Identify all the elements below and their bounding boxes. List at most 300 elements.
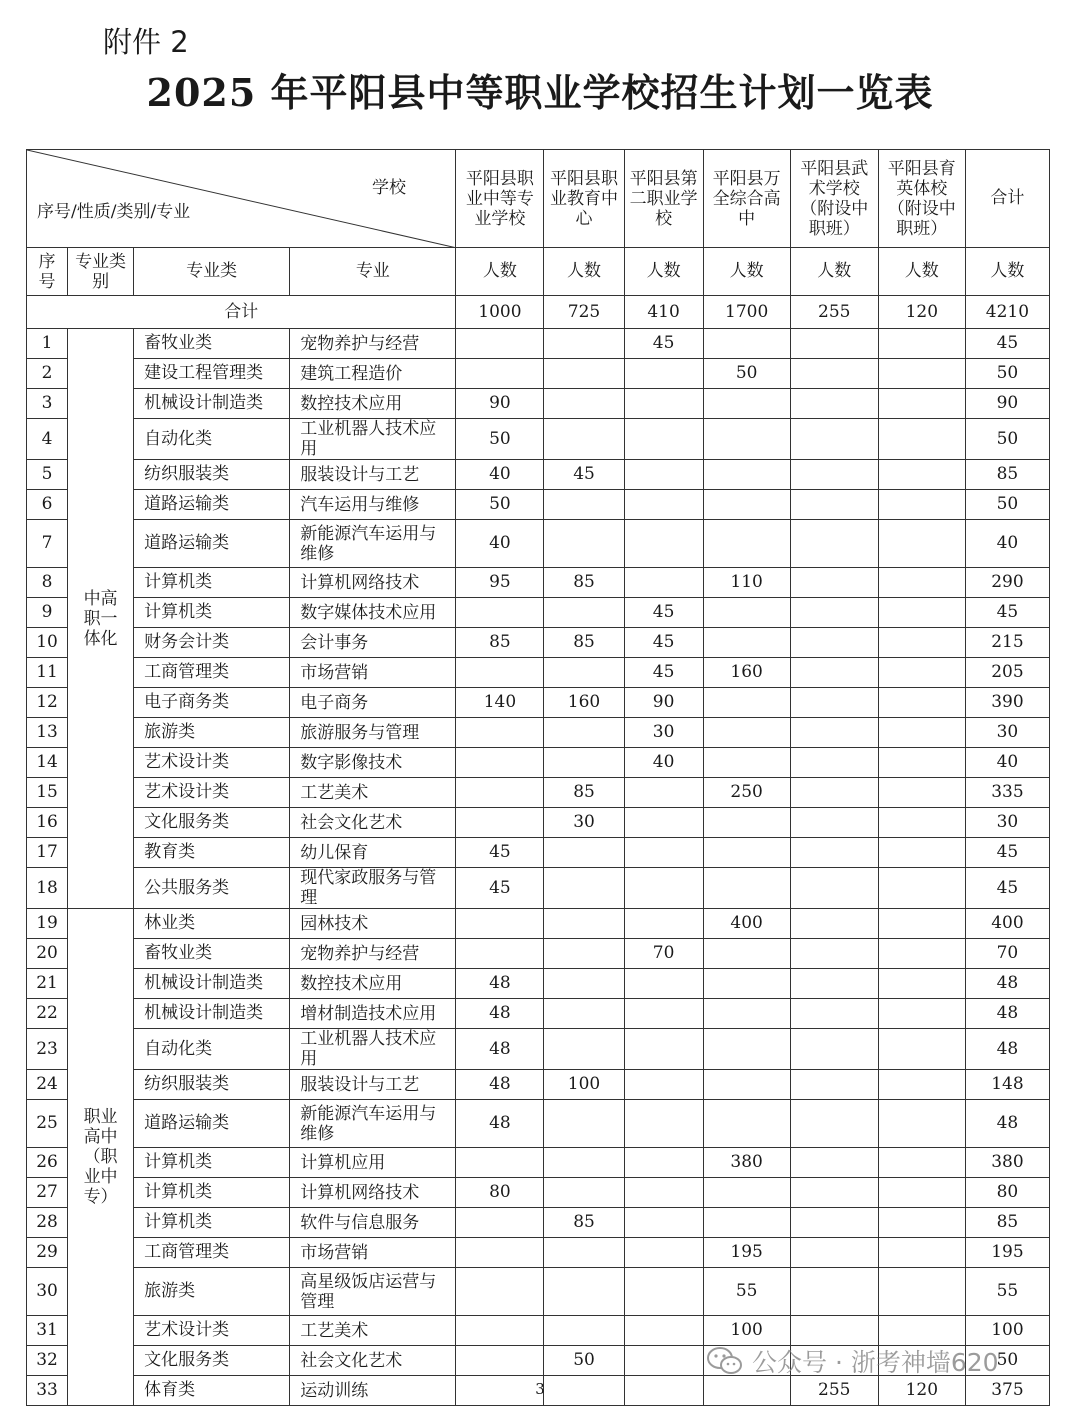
count-cell (544, 999, 624, 1029)
row-number: 32 (27, 1346, 68, 1376)
count-cell: 250 (703, 778, 790, 808)
count-cell (624, 389, 703, 419)
row-number: 33 (27, 1376, 68, 1406)
count-cell (878, 359, 965, 389)
school-header: 平阳县职业中等专业学校 (456, 150, 544, 248)
count-cell (703, 329, 790, 359)
row-number: 11 (27, 658, 68, 688)
major-header: 专业 (290, 248, 456, 296)
count-cell: 48 (456, 999, 544, 1029)
count-cell (703, 598, 790, 628)
major-class-cell: 道路运输类 (134, 490, 290, 520)
count-cell (878, 1178, 965, 1208)
school-header: 平阳县武术学校（附设中职班） (790, 150, 878, 248)
major-class-cell: 艺术设计类 (134, 748, 290, 778)
total-cell: 120 (878, 296, 965, 329)
count-cell (624, 490, 703, 520)
count-cell (878, 520, 965, 568)
major-class-cell: 教育类 (134, 838, 290, 868)
count-cell: 45 (624, 628, 703, 658)
attachment-label: 附件 2 (103, 25, 189, 59)
totals-label: 合计 (27, 296, 456, 329)
header-row-schools (27, 150, 1050, 248)
school-header: 平阳县万全综合高中 (703, 150, 790, 248)
count-cell: 50 (544, 1346, 624, 1376)
count-cell (703, 1178, 790, 1208)
major-class-cell: 旅游类 (134, 718, 290, 748)
watermark (706, 1343, 999, 1379)
row-total-cell: 48 (965, 999, 1049, 1029)
count-cell (703, 748, 790, 778)
major-cell: 新能源汽车运用与维修 (290, 520, 456, 568)
table-row (27, 490, 1050, 520)
count-cell (878, 1070, 965, 1100)
row-total-cell: 50 (965, 419, 1049, 460)
table-row (27, 718, 1050, 748)
count-cell (624, 1268, 703, 1316)
major-cell: 市场营销 (290, 658, 456, 688)
table-row (27, 329, 1050, 359)
row-number: 13 (27, 718, 68, 748)
row-number: 2 (27, 359, 68, 389)
major-class-cell: 艺术设计类 (134, 1316, 290, 1346)
count-cell: 30 (624, 718, 703, 748)
row-total-cell: 45 (965, 838, 1049, 868)
table-row (27, 359, 1050, 389)
table-row (27, 1238, 1050, 1268)
major-class-cell: 工商管理类 (134, 658, 290, 688)
major-cell: 增材制造技术应用 (290, 999, 456, 1029)
count-cell (878, 1100, 965, 1148)
count-cell (544, 939, 624, 969)
table-row (27, 1029, 1050, 1070)
count-cell (878, 419, 965, 460)
count-cell: 85 (544, 1208, 624, 1238)
count-cell (878, 778, 965, 808)
table-row (27, 999, 1050, 1029)
row-total-cell: 30 (965, 808, 1049, 838)
table-row (27, 1268, 1050, 1316)
count-cell (878, 1029, 965, 1070)
count-cell: 45 (456, 868, 544, 909)
major-cell: 数控技术应用 (290, 969, 456, 999)
major-class-cell: 计算机类 (134, 1178, 290, 1208)
count-cell: 85 (456, 628, 544, 658)
count-cell (456, 1208, 544, 1238)
major-cell: 电子商务 (290, 688, 456, 718)
count-cell: 380 (703, 1148, 790, 1178)
major-cell: 数控技术应用 (290, 389, 456, 419)
row-total-cell: 50 (965, 359, 1049, 389)
count-cell (790, 329, 878, 359)
table-row (27, 658, 1050, 688)
count-cell: 85 (544, 778, 624, 808)
count-cell: 30 (544, 808, 624, 838)
count-cell (544, 329, 624, 359)
category-axis-label: 序号/性质/类别/专业 (37, 202, 191, 222)
row-number: 28 (27, 1208, 68, 1238)
count-cell (544, 520, 624, 568)
major-class-cell: 自动化类 (134, 1029, 290, 1070)
count-cell (790, 628, 878, 658)
count-cell (703, 969, 790, 999)
count-cell (878, 868, 965, 909)
count-cell (878, 808, 965, 838)
row-total-cell: 50 (965, 490, 1049, 520)
count-cell (544, 598, 624, 628)
major-class-cell: 计算机类 (134, 598, 290, 628)
count-cell: 40 (456, 520, 544, 568)
unit-header: 人数 (878, 248, 965, 296)
count-cell (703, 999, 790, 1029)
major-class-cell: 艺术设计类 (134, 778, 290, 808)
row-number: 30 (27, 1268, 68, 1316)
class-header: 专业类 (134, 248, 290, 296)
count-cell (544, 838, 624, 868)
count-cell (624, 778, 703, 808)
row-total-cell: 30 (965, 718, 1049, 748)
row-total-cell: 70 (965, 939, 1049, 969)
count-cell: 45 (624, 658, 703, 688)
row-number: 7 (27, 520, 68, 568)
row-total-cell: 45 (965, 598, 1049, 628)
count-cell (456, 939, 544, 969)
count-cell: 90 (624, 688, 703, 718)
count-cell: 255 (790, 1376, 878, 1406)
count-cell: 40 (624, 748, 703, 778)
count-cell (624, 909, 703, 939)
total-cell: 4210 (965, 296, 1049, 329)
unit-header: 人数 (624, 248, 703, 296)
major-cell: 服装设计与工艺 (290, 1070, 456, 1100)
count-cell: 40 (456, 460, 544, 490)
major-cell: 工业机器人技术应用 (290, 419, 456, 460)
major-class-cell: 机械设计制造类 (134, 389, 290, 419)
major-cell: 现代家政服务与管理 (290, 868, 456, 909)
seq-header: 序号 (27, 248, 68, 296)
row-number: 4 (27, 419, 68, 460)
count-cell (456, 329, 544, 359)
count-cell (878, 1148, 965, 1178)
count-cell (624, 999, 703, 1029)
major-class-cell: 文化服务类 (134, 808, 290, 838)
major-cell: 数字影像技术 (290, 748, 456, 778)
count-cell (878, 568, 965, 598)
major-cell: 高星级饭店运营与管理 (290, 1268, 456, 1316)
table-row (27, 568, 1050, 598)
major-class-cell: 道路运输类 (134, 1100, 290, 1148)
major-class-cell: 文化服务类 (134, 1346, 290, 1376)
count-cell (703, 1070, 790, 1100)
count-cell (544, 1316, 624, 1346)
totals-row (27, 296, 1050, 329)
count-cell: 70 (624, 939, 703, 969)
major-cell: 数字媒体技术应用 (290, 598, 456, 628)
count-cell (544, 969, 624, 999)
count-cell (703, 460, 790, 490)
count-cell (624, 1029, 703, 1070)
table-row (27, 598, 1050, 628)
count-cell (703, 1029, 790, 1070)
row-total-cell: 215 (965, 628, 1049, 658)
major-class-cell: 畜牧业类 (134, 939, 290, 969)
major-cell: 社会文化艺术 (290, 808, 456, 838)
page-number: 3 (535, 1380, 545, 1398)
row-total-cell: 50 (965, 1346, 1049, 1376)
unit-header: 人数 (965, 248, 1049, 296)
major-class-cell: 林业类 (134, 909, 290, 939)
row-number: 1 (27, 329, 68, 359)
major-class-cell: 电子商务类 (134, 688, 290, 718)
table-row (27, 1208, 1050, 1238)
row-number: 15 (27, 778, 68, 808)
count-cell (790, 658, 878, 688)
count-cell (790, 1238, 878, 1268)
row-number: 14 (27, 748, 68, 778)
count-cell (790, 778, 878, 808)
watermark-text: 公众号 · 浙考神墙620 (752, 1348, 999, 1377)
count-cell: 45 (544, 460, 624, 490)
major-class-cell: 财务会计类 (134, 628, 290, 658)
count-cell (624, 868, 703, 909)
table-row (27, 628, 1050, 658)
count-cell: 48 (456, 1070, 544, 1100)
count-cell (878, 838, 965, 868)
count-cell (790, 1100, 878, 1148)
row-total-cell: 80 (965, 1178, 1049, 1208)
unit-header: 人数 (790, 248, 878, 296)
row-number: 10 (27, 628, 68, 658)
table-row (27, 969, 1050, 999)
count-cell: 48 (456, 1029, 544, 1070)
row-total-cell: 380 (965, 1148, 1049, 1178)
table-row (27, 909, 1050, 939)
school-axis-label: 学校 (372, 178, 406, 198)
row-total-cell: 390 (965, 688, 1049, 718)
row-number: 25 (27, 1100, 68, 1148)
count-cell (703, 939, 790, 969)
count-cell (878, 460, 965, 490)
count-cell (456, 658, 544, 688)
count-cell (878, 1238, 965, 1268)
count-cell (544, 389, 624, 419)
row-number: 5 (27, 460, 68, 490)
count-cell (878, 598, 965, 628)
count-cell (624, 1316, 703, 1346)
count-cell (624, 1238, 703, 1268)
count-cell (790, 999, 878, 1029)
row-number: 3 (27, 389, 68, 419)
count-cell (624, 520, 703, 568)
count-cell (790, 1208, 878, 1238)
major-cell: 工业机器人技术应用 (290, 1029, 456, 1070)
row-total-cell: 100 (965, 1316, 1049, 1346)
row-number: 17 (27, 838, 68, 868)
major-cell: 园林技术 (290, 909, 456, 939)
table-row (27, 808, 1050, 838)
header-row-columns (27, 248, 1050, 296)
row-number: 24 (27, 1070, 68, 1100)
count-cell: 90 (456, 389, 544, 419)
count-cell (790, 1148, 878, 1178)
table-row (27, 419, 1050, 460)
row-total-cell: 55 (965, 1268, 1049, 1316)
major-cell: 会计事务 (290, 628, 456, 658)
school-header: 平阳县职业教育中心 (544, 150, 624, 248)
count-cell (544, 490, 624, 520)
major-cell: 工艺美术 (290, 1316, 456, 1346)
row-number: 22 (27, 999, 68, 1029)
count-cell (878, 688, 965, 718)
count-cell: 100 (703, 1316, 790, 1346)
count-cell (544, 359, 624, 389)
count-cell (544, 1268, 624, 1316)
count-cell (790, 909, 878, 939)
count-cell: 55 (703, 1268, 790, 1316)
count-cell (878, 748, 965, 778)
row-number: 9 (27, 598, 68, 628)
count-cell: 45 (624, 598, 703, 628)
count-cell (544, 748, 624, 778)
row-number: 20 (27, 939, 68, 969)
count-cell (790, 598, 878, 628)
major-cell: 社会文化艺术 (290, 1346, 456, 1376)
table-row (27, 1148, 1050, 1178)
table-row (27, 520, 1050, 568)
count-cell: 85 (544, 628, 624, 658)
major-cell: 建筑工程造价 (290, 359, 456, 389)
major-cell: 旅游服务与管理 (290, 718, 456, 748)
row-total-cell: 90 (965, 389, 1049, 419)
major-cell: 计算机网络技术 (290, 568, 456, 598)
total-header: 合计 (965, 150, 1049, 248)
diagonal-header-cell (27, 150, 456, 248)
program-type-cell: 职业高中（职业中专） (68, 909, 134, 1406)
count-cell (624, 359, 703, 389)
count-cell (878, 969, 965, 999)
count-cell (624, 1178, 703, 1208)
row-total-cell: 85 (965, 460, 1049, 490)
count-cell (624, 969, 703, 999)
count-cell (703, 808, 790, 838)
unit-header: 人数 (544, 248, 624, 296)
major-class-cell: 计算机类 (134, 568, 290, 598)
count-cell (456, 598, 544, 628)
table-row (27, 1178, 1050, 1208)
count-cell (703, 520, 790, 568)
major-cell: 计算机网络技术 (290, 1178, 456, 1208)
count-cell (790, 1316, 878, 1346)
count-cell (703, 389, 790, 419)
count-cell (790, 939, 878, 969)
count-cell (544, 718, 624, 748)
count-cell (878, 1316, 965, 1346)
row-number: 31 (27, 1316, 68, 1346)
count-cell (790, 1268, 878, 1316)
count-cell (790, 868, 878, 909)
count-cell (790, 419, 878, 460)
school-header: 平阳县第二职业学校 (624, 150, 703, 248)
major-class-cell: 建设工程管理类 (134, 359, 290, 389)
major-cell: 服装设计与工艺 (290, 460, 456, 490)
table-row (27, 1316, 1050, 1346)
row-number: 27 (27, 1178, 68, 1208)
row-total-cell: 40 (965, 748, 1049, 778)
count-cell (878, 718, 965, 748)
major-cell: 市场营销 (290, 1238, 456, 1268)
count-cell: 50 (456, 490, 544, 520)
count-cell: 50 (703, 359, 790, 389)
row-number: 8 (27, 568, 68, 598)
table-row (27, 778, 1050, 808)
major-class-cell: 计算机类 (134, 1148, 290, 1178)
major-cell: 工艺美术 (290, 778, 456, 808)
count-cell (456, 359, 544, 389)
count-cell (544, 1029, 624, 1070)
major-class-cell: 旅游类 (134, 1268, 290, 1316)
count-cell (624, 1100, 703, 1148)
total-cell: 410 (624, 296, 703, 329)
row-number: 19 (27, 909, 68, 939)
row-number: 29 (27, 1238, 68, 1268)
count-cell (544, 909, 624, 939)
major-class-cell: 工商管理类 (134, 1238, 290, 1268)
row-total-cell: 48 (965, 969, 1049, 999)
count-cell (790, 460, 878, 490)
count-cell (790, 520, 878, 568)
table-row (27, 868, 1050, 909)
count-cell (624, 1148, 703, 1178)
major-class-cell: 机械设计制造类 (134, 999, 290, 1029)
count-cell (456, 718, 544, 748)
count-cell (878, 658, 965, 688)
count-cell (703, 490, 790, 520)
count-cell: 85 (544, 568, 624, 598)
major-cell: 软件与信息服务 (290, 1208, 456, 1238)
row-total-cell: 375 (965, 1376, 1049, 1406)
total-cell: 255 (790, 296, 878, 329)
count-cell (456, 909, 544, 939)
table-row (27, 389, 1050, 419)
count-cell (878, 909, 965, 939)
count-cell (624, 808, 703, 838)
major-class-cell: 畜牧业类 (134, 329, 290, 359)
count-cell: 50 (456, 419, 544, 460)
count-cell (624, 419, 703, 460)
count-cell (544, 1238, 624, 1268)
count-cell (544, 658, 624, 688)
school-header: 平阳县育英体校（附设中职班） (878, 150, 965, 248)
count-cell (790, 969, 878, 999)
total-cell: 1700 (703, 296, 790, 329)
major-class-cell: 道路运输类 (134, 520, 290, 568)
count-cell (878, 490, 965, 520)
count-cell (544, 1100, 624, 1148)
row-total-cell: 45 (965, 329, 1049, 359)
count-cell: 48 (456, 1100, 544, 1148)
count-cell (456, 778, 544, 808)
count-cell (790, 568, 878, 598)
table-row (27, 688, 1050, 718)
major-cell: 新能源汽车运用与维修 (290, 1100, 456, 1148)
count-cell (878, 1268, 965, 1316)
count-cell (624, 1208, 703, 1238)
total-cell: 1000 (456, 296, 544, 329)
row-total-cell: 45 (965, 868, 1049, 909)
count-cell (703, 838, 790, 868)
row-total-cell: 48 (965, 1029, 1049, 1070)
count-cell (790, 838, 878, 868)
